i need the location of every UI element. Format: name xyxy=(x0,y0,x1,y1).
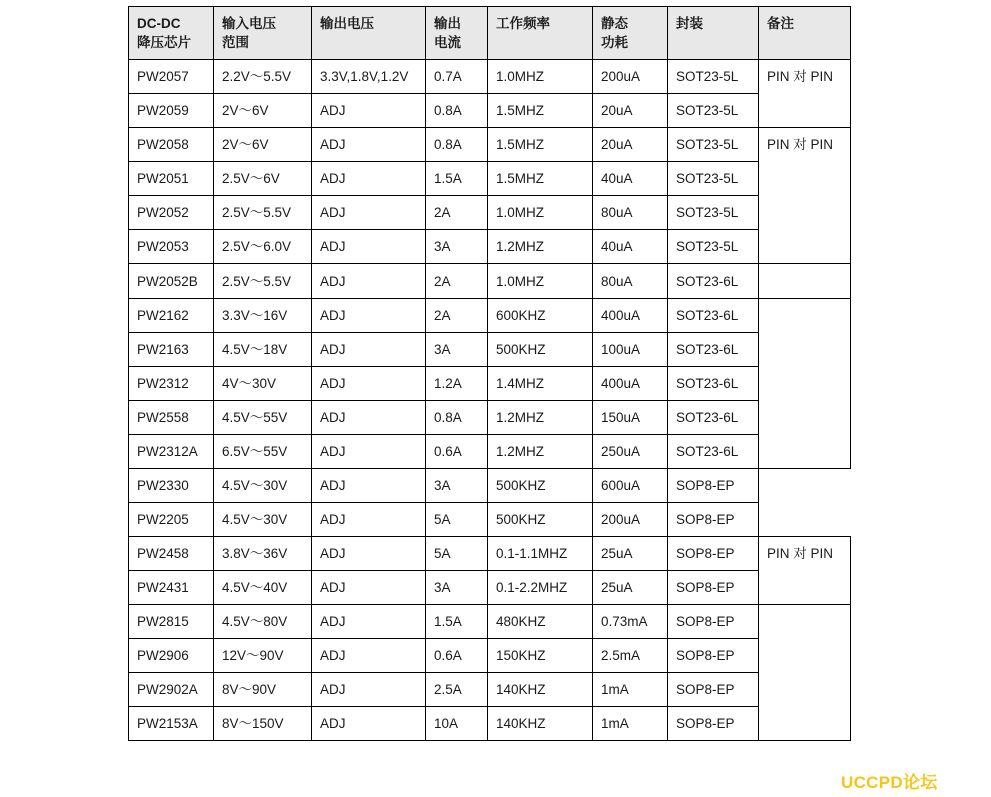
cell-input-voltage: 6.5V～55V xyxy=(214,435,312,469)
cell-quiescent: 0.73mA xyxy=(593,605,668,639)
cell-output-current: 0.8A xyxy=(426,128,488,162)
cell-frequency: 1.0MHZ xyxy=(488,196,593,230)
cell-output-voltage: ADJ xyxy=(312,571,426,605)
cell-frequency: 1.2MHZ xyxy=(488,230,593,264)
watermark: UCCPD论坛 xyxy=(841,773,938,792)
cell-package: SOT23-5L xyxy=(668,94,759,128)
cell-quiescent: 40uA xyxy=(593,162,668,196)
column-header-chip xyxy=(129,7,214,60)
cell-quiescent: 200uA xyxy=(593,60,668,94)
cell-frequency: 1.0MHZ xyxy=(488,60,593,94)
cell-output-current: 5A xyxy=(426,503,488,537)
column-header-chip-line2: 降压芯片 xyxy=(137,35,191,51)
cell-frequency: 0.1-1.1MHZ xyxy=(488,537,593,571)
cell-output-current: 3A xyxy=(426,469,488,503)
cell-input-voltage: 8V～90V xyxy=(214,673,312,707)
cell-output-voltage: ADJ xyxy=(312,435,426,469)
cell-quiescent: 400uA xyxy=(593,367,668,401)
cell-remark: PIN 对 PIN xyxy=(759,128,851,264)
cell-chip: PW2558 xyxy=(129,401,214,435)
cell-input-voltage: 12V～90V xyxy=(214,639,312,673)
table-row xyxy=(129,571,851,605)
cell-output-current: 5A xyxy=(426,537,488,571)
cell-quiescent: 80uA xyxy=(593,196,668,230)
cell-output-current: 2A xyxy=(426,196,488,230)
cell-chip: PW2312 xyxy=(129,367,214,401)
cell-input-voltage: 2.2V～5.5V xyxy=(214,60,312,94)
cell-input-voltage: 8V～150V xyxy=(214,707,312,741)
table-row xyxy=(129,196,851,230)
column-header-remark-line1: 备注 xyxy=(767,16,794,31)
cell-package: SOT23-6L xyxy=(668,333,759,367)
cell-chip: PW2153A xyxy=(129,707,214,741)
column-header-quiescent-line2: 功耗 xyxy=(601,35,628,51)
table-row xyxy=(129,639,851,673)
cell-chip: PW2057 xyxy=(129,60,214,94)
table-header-row xyxy=(129,7,851,60)
cell-package: SOT23-6L xyxy=(668,435,759,469)
cell-output-current: 3A xyxy=(426,230,488,264)
cell-package: SOP8-EP xyxy=(668,571,759,605)
cell-frequency: 600KHZ xyxy=(488,299,593,333)
table-row xyxy=(129,401,851,435)
cell-chip: PW2458 xyxy=(129,537,214,571)
cell-input-voltage: 2V～6V xyxy=(214,128,312,162)
cell-output-current: 0.6A xyxy=(426,435,488,469)
column-header-input-voltage-line1: 输入电压 xyxy=(222,16,276,31)
cell-chip: PW2058 xyxy=(129,128,214,162)
cell-output-voltage: ADJ xyxy=(312,162,426,196)
column-header-output-current-line2: 电流 xyxy=(434,35,461,51)
cell-input-voltage: 2V～6V xyxy=(214,94,312,128)
cell-chip: PW2163 xyxy=(129,333,214,367)
cell-package: SOT23-5L xyxy=(668,196,759,230)
cell-package: SOP8-EP xyxy=(668,537,759,571)
cell-output-current: 2A xyxy=(426,299,488,333)
cell-output-voltage: ADJ xyxy=(312,537,426,571)
cell-package: SOT23-5L xyxy=(668,230,759,264)
cell-quiescent: 80uA xyxy=(593,264,668,299)
cell-chip: PW2053 xyxy=(129,230,214,264)
cell-package: SOT23-5L xyxy=(668,60,759,94)
cell-quiescent: 25uA xyxy=(593,537,668,571)
table-row xyxy=(129,435,851,469)
cell-chip: PW2059 xyxy=(129,94,214,128)
cell-package: SOT23-5L xyxy=(668,128,759,162)
cell-input-voltage: 2.5V～5.5V xyxy=(214,196,312,230)
cell-output-current: 0.6A xyxy=(426,639,488,673)
cell-frequency: 1.5MHZ xyxy=(488,94,593,128)
cell-frequency: 500KHZ xyxy=(488,333,593,367)
cell-output-voltage: ADJ xyxy=(312,299,426,333)
table-row xyxy=(129,230,851,264)
cell-quiescent: 200uA xyxy=(593,503,668,537)
column-header-input-voltage xyxy=(214,7,312,60)
cell-package: SOT23-6L xyxy=(668,367,759,401)
cell-package: SOP8-EP xyxy=(668,639,759,673)
cell-package: SOP8-EP xyxy=(668,673,759,707)
cell-chip: PW2162 xyxy=(129,299,214,333)
cell-quiescent: 2.5mA xyxy=(593,639,668,673)
cell-output-voltage: 3.3V,1.8V,1.2V xyxy=(312,60,426,94)
cell-quiescent: 100uA xyxy=(593,333,668,367)
cell-output-voltage: ADJ xyxy=(312,230,426,264)
cell-output-voltage: ADJ xyxy=(312,264,426,299)
table-row xyxy=(129,94,851,128)
cell-output-current: 2A xyxy=(426,264,488,299)
cell-package: SOT23-6L xyxy=(668,264,759,299)
cell-remark: PIN 对 PIN xyxy=(759,537,851,605)
cell-input-voltage: 4.5V～18V xyxy=(214,333,312,367)
cell-input-voltage: 4.5V～80V xyxy=(214,605,312,639)
table-body xyxy=(129,60,851,741)
cell-input-voltage: 4V～30V xyxy=(214,367,312,401)
cell-output-voltage: ADJ xyxy=(312,707,426,741)
cell-quiescent: 20uA xyxy=(593,128,668,162)
cell-quiescent: 250uA xyxy=(593,435,668,469)
cell-quiescent: 150uA xyxy=(593,401,668,435)
cell-chip: PW2906 xyxy=(129,639,214,673)
cell-output-voltage: ADJ xyxy=(312,128,426,162)
cell-chip: PW2052B xyxy=(129,264,214,299)
cell-quiescent: 1mA xyxy=(593,707,668,741)
table-header xyxy=(129,7,851,60)
cell-frequency: 0.1-2.2MHZ xyxy=(488,571,593,605)
cell-remark xyxy=(759,605,851,741)
table-row xyxy=(129,333,851,367)
cell-frequency: 1.2MHZ xyxy=(488,435,593,469)
cell-package: SOP8-EP xyxy=(668,605,759,639)
cell-frequency: 1.0MHZ xyxy=(488,264,593,299)
cell-package: SOT23-6L xyxy=(668,299,759,333)
cell-chip: PW2051 xyxy=(129,162,214,196)
cell-input-voltage: 4.5V～55V xyxy=(214,401,312,435)
cell-frequency: 140KHZ xyxy=(488,673,593,707)
cell-input-voltage: 4.5V～30V xyxy=(214,503,312,537)
cell-remark: PIN 对 PIN xyxy=(759,60,851,128)
cell-output-voltage: ADJ xyxy=(312,367,426,401)
cell-quiescent: 20uA xyxy=(593,94,668,128)
cell-package: SOT23-6L xyxy=(668,401,759,435)
cell-output-voltage: ADJ xyxy=(312,401,426,435)
cell-output-voltage: ADJ xyxy=(312,605,426,639)
cell-output-current: 10A xyxy=(426,707,488,741)
cell-frequency: 1.2MHZ xyxy=(488,401,593,435)
cell-output-current: 2.5A xyxy=(426,673,488,707)
column-header-chip-line1: DC-DC xyxy=(137,16,181,31)
cell-quiescent: 1mA xyxy=(593,673,668,707)
table-row xyxy=(129,605,851,639)
table-row xyxy=(129,264,851,299)
cell-output-voltage: ADJ xyxy=(312,469,426,503)
column-header-package-line1: 封装 xyxy=(676,16,703,31)
column-header-quiescent xyxy=(593,7,668,60)
column-header-output-voltage-line1: 输出电压 xyxy=(320,16,374,31)
cell-output-current: 1.2A xyxy=(426,367,488,401)
table-row xyxy=(129,128,851,162)
column-header-output-voltage xyxy=(312,7,426,60)
cell-quiescent: 400uA xyxy=(593,299,668,333)
cell-output-current: 0.8A xyxy=(426,401,488,435)
column-header-output-current xyxy=(426,7,488,60)
cell-output-current: 1.5A xyxy=(426,162,488,196)
table-row xyxy=(129,537,851,571)
cell-frequency: 1.5MHZ xyxy=(488,162,593,196)
cell-frequency: 1.5MHZ xyxy=(488,128,593,162)
cell-package: SOP8-EP xyxy=(668,503,759,537)
cell-chip: PW2052 xyxy=(129,196,214,230)
cell-quiescent: 600uA xyxy=(593,469,668,503)
table-row xyxy=(129,503,851,537)
cell-output-voltage: ADJ xyxy=(312,94,426,128)
cell-output-voltage: ADJ xyxy=(312,639,426,673)
cell-input-voltage: 4.5V～30V xyxy=(214,469,312,503)
column-header-frequency xyxy=(488,7,593,60)
cell-output-voltage: ADJ xyxy=(312,673,426,707)
cell-quiescent: 25uA xyxy=(593,571,668,605)
table-row xyxy=(129,299,851,333)
cell-output-voltage: ADJ xyxy=(312,333,426,367)
dcdc-spec-table xyxy=(128,6,851,741)
cell-chip: PW2205 xyxy=(129,503,214,537)
cell-remark xyxy=(759,264,851,299)
table-row xyxy=(129,367,851,401)
column-header-input-voltage-line2: 范围 xyxy=(222,35,249,51)
cell-output-current: 3A xyxy=(426,333,488,367)
table-row xyxy=(129,469,851,503)
column-header-remark xyxy=(759,7,851,60)
cell-output-voltage: ADJ xyxy=(312,196,426,230)
cell-output-current: 1.5A xyxy=(426,605,488,639)
cell-input-voltage: 2.5V～6.0V xyxy=(214,230,312,264)
cell-output-current: 0.8A xyxy=(426,94,488,128)
table-row xyxy=(129,673,851,707)
cell-chip: PW2815 xyxy=(129,605,214,639)
table-row xyxy=(129,60,851,94)
cell-output-current: 3A xyxy=(426,571,488,605)
cell-output-current: 0.7A xyxy=(426,60,488,94)
column-header-quiescent-line1: 静态 xyxy=(601,16,628,31)
cell-chip: PW2330 xyxy=(129,469,214,503)
cell-input-voltage: 3.8V～36V xyxy=(214,537,312,571)
table-row xyxy=(129,707,851,741)
cell-package: SOP8-EP xyxy=(668,469,759,503)
cell-quiescent: 40uA xyxy=(593,230,668,264)
table-row xyxy=(129,162,851,196)
cell-chip: PW2312A xyxy=(129,435,214,469)
cell-frequency: 140KHZ xyxy=(488,707,593,741)
cell-package: SOP8-EP xyxy=(668,707,759,741)
cell-input-voltage: 4.5V～40V xyxy=(214,571,312,605)
cell-frequency: 1.4MHZ xyxy=(488,367,593,401)
cell-input-voltage: 3.3V～16V xyxy=(214,299,312,333)
cell-remark xyxy=(759,299,851,469)
cell-frequency: 500KHZ xyxy=(488,469,593,503)
cell-frequency: 480KHZ xyxy=(488,605,593,639)
cell-output-voltage: ADJ xyxy=(312,503,426,537)
cell-chip: PW2902A xyxy=(129,673,214,707)
cell-package: SOT23-5L xyxy=(668,162,759,196)
cell-frequency: 150KHZ xyxy=(488,639,593,673)
cell-input-voltage: 2.5V～5.5V xyxy=(214,264,312,299)
cell-input-voltage: 2.5V～6V xyxy=(214,162,312,196)
cell-chip: PW2431 xyxy=(129,571,214,605)
column-header-package xyxy=(668,7,759,60)
column-header-frequency-line1: 工作频率 xyxy=(496,16,550,31)
cell-frequency: 500KHZ xyxy=(488,503,593,537)
column-header-output-current-line1: 输出 xyxy=(434,16,461,31)
